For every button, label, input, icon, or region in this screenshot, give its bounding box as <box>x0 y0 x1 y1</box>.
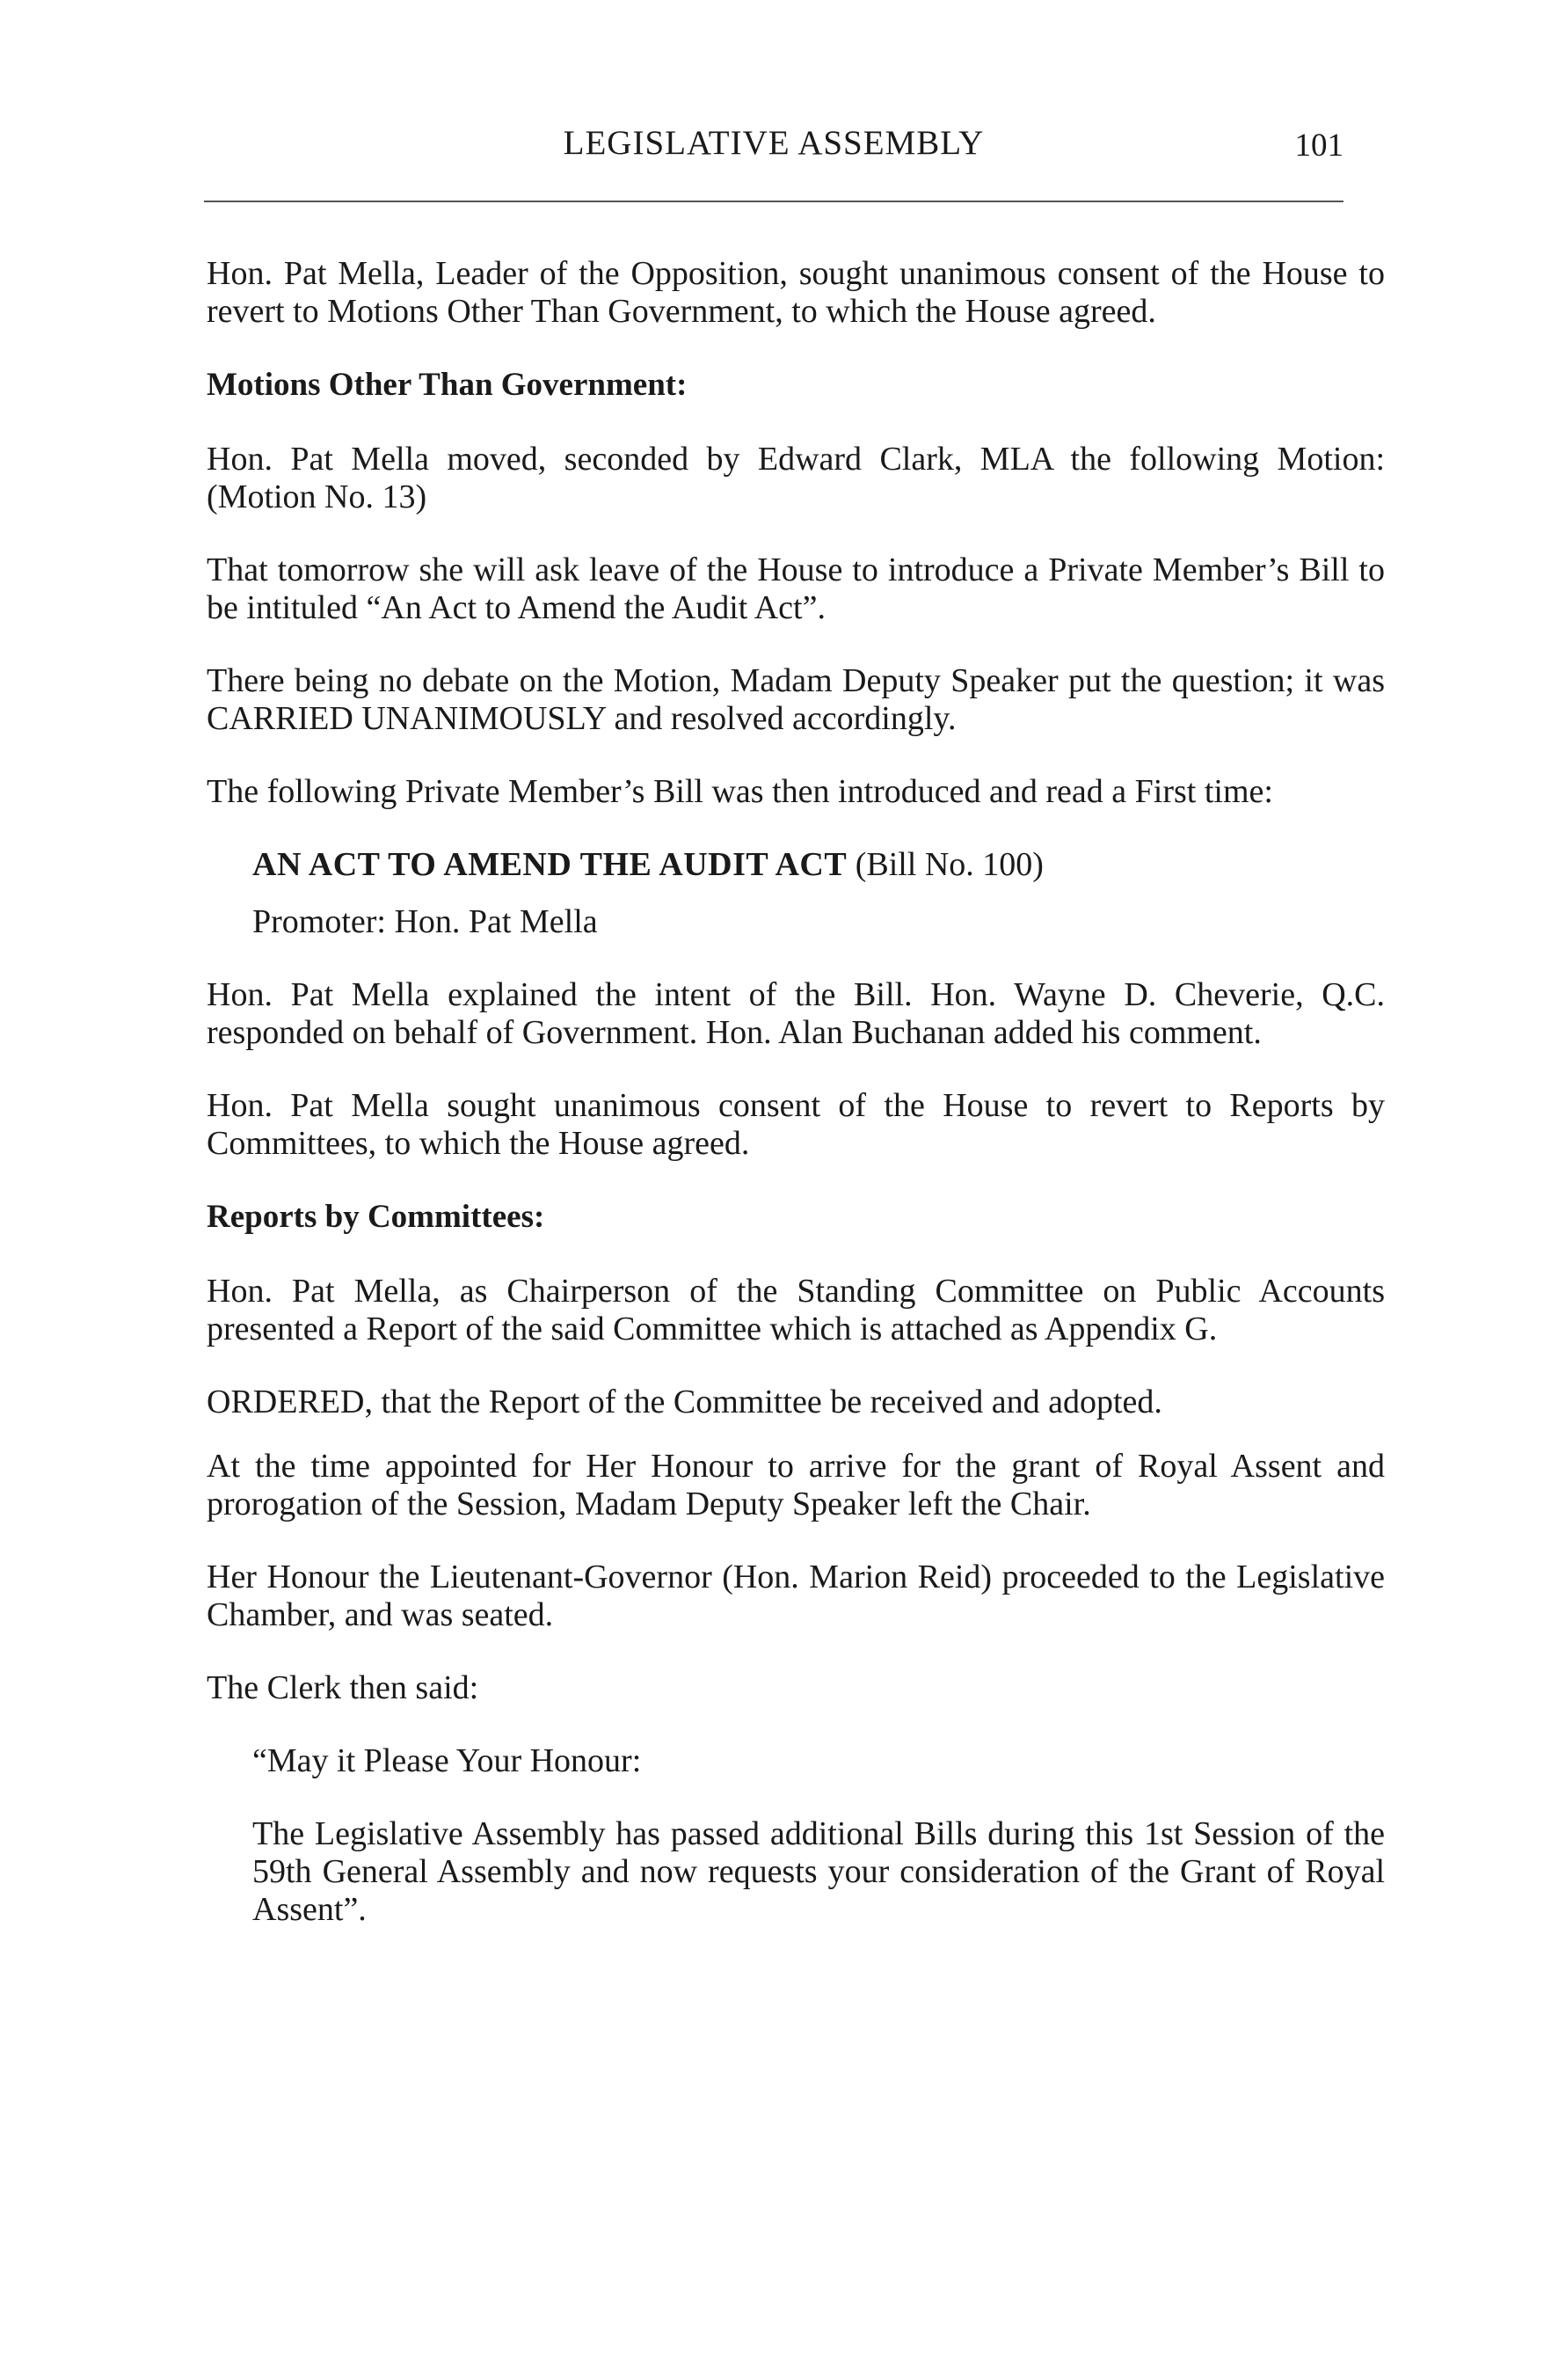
section-heading-reports: Reports by Committees: <box>207 1199 545 1235</box>
paragraph-motion-text: That tomorrow she will ask leave of the House to introduce a Private Member’s Bill to be intituled “An Act to Amend the Audit Act”. <box>207 551 1385 626</box>
bill-title: AN ACT TO AMEND THE AUDIT ACT <box>252 846 848 883</box>
quote-request: The Legislative Assembly has passed additional Bills during this 1st Session of the 59th General Assembly and now requests your consideration of the Grant of Royal Assent”. <box>252 1815 1385 1928</box>
page-body <box>207 255 1385 1964</box>
paragraph-revert-reports: Hon. Pat Mella sought unanimous consent of the House to revert to Reports by Committees, to which the House agreed. <box>207 1087 1385 1162</box>
page-header <box>204 123 1343 172</box>
section-heading-motions: Motions Other Than Government: <box>207 367 688 403</box>
paragraph-ordered: ORDERED, that the Report of the Committee be received and adopted. <box>207 1383 1162 1420</box>
paragraph-motion-carried: There being no debate on the Motion, Madam Deputy Speaker put the question; it was CARRIED UNANIMOUSLY and resolved accordingly. <box>207 662 1385 737</box>
bill-number: (Bill No. 100) <box>855 846 1044 883</box>
paragraph-bill-introduced: The following Private Member’s Bill was then introduced and read a First time: <box>207 773 1273 810</box>
paragraph-motion-moved: Hon. Pat Mella moved, seconded by Edward Clark, MLA the following Motion: (Motion No. 13) <box>207 441 1385 515</box>
paragraph-royal-assent: At the time appointed for Her Honour to arrive for the grant of Royal Assent and prorogation of the Session, Madam Deputy Speaker left the Chair. <box>207 1448 1385 1522</box>
header-rule <box>204 201 1343 202</box>
paragraph-report-presented: Hon. Pat Mella, as Chairperson of the Standing Committee on Public Accounts presented a Report of the said Committee which is attached as Appendix G. <box>207 1273 1385 1347</box>
paragraph-bill-debate: Hon. Pat Mella explained the intent of the Bill. Hon. Wayne D. Cheverie, Q.C. responded on behalf of Government. Hon. Alan Buchanan added his comment. <box>207 976 1385 1051</box>
bill-promoter: Promoter: Hon. Pat Mella <box>252 903 598 940</box>
page-number: 101 <box>1294 128 1343 164</box>
paragraph-clerk-said: The Clerk then said: <box>207 1669 479 1706</box>
paragraph-lieutenant-governor: Her Honour the Lieutenant-Governor (Hon. Marion Reid) proceeded to the Legislative Chamber, and was seated. <box>207 1559 1385 1633</box>
bill-title-line <box>252 846 1385 884</box>
paragraph-revert-consent: Hon. Pat Mella, Leader of the Opposition, sought unanimous consent of the House to revert to Motions Other Than Government, to which the House agreed. <box>207 255 1385 330</box>
quote-address: “May it Please Your Honour: <box>252 1742 642 1779</box>
running-header-title: LEGISLATIVE ASSEMBLY <box>563 124 985 162</box>
